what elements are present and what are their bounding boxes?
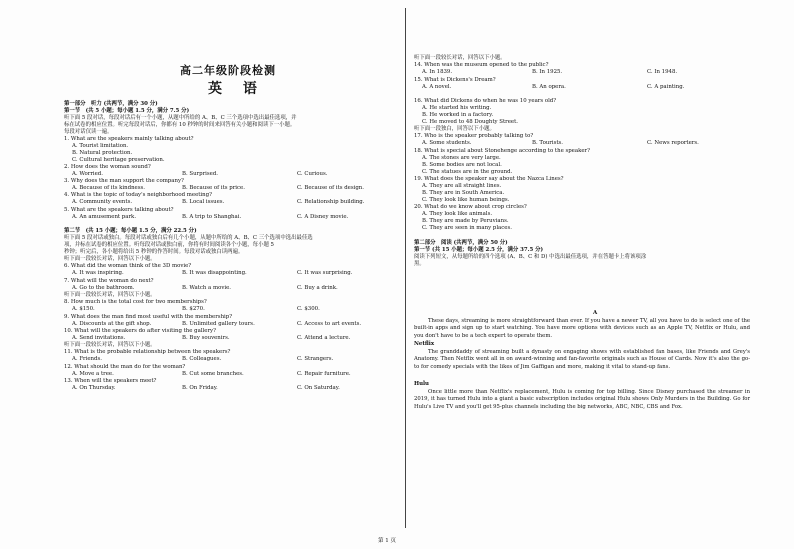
answer-option: A. Worried.: [72, 171, 103, 177]
text-line: A. The stones are very large.: [422, 155, 501, 161]
text-line: C. They are seen in many places.: [422, 225, 512, 231]
text-line: 9. What does the man find most useful with the membership?: [64, 314, 233, 320]
text-line: A. They are all straight lines.: [422, 183, 502, 189]
text-line: 听下面一段独白，回答以下小题。: [414, 126, 495, 132]
text-line: 第一节 (共 5 小题；每小题 1.5 分，满分 7.5 分): [64, 108, 190, 114]
answer-option: C. A Disney movie.: [297, 214, 349, 220]
answer-option: C. Buy a drink.: [297, 285, 338, 291]
answer-option: C. A painting.: [647, 84, 685, 90]
text-line: A. He started his writing.: [422, 105, 492, 111]
answer-option: B. $270.: [182, 306, 205, 312]
answer-option: B. Surprised.: [182, 171, 219, 177]
answer-option: B. On Friday.: [182, 385, 218, 391]
text-line: 第二节 (共 15 小题；每小题 1.5 分，满分 22.5 分): [64, 228, 197, 234]
text-line: 第二部分 阅读 (共两节，满分 50 分): [414, 240, 508, 246]
subject-title: 英 语: [208, 81, 265, 97]
answer-option: C. News reporters.: [647, 140, 699, 146]
answer-option: B. A trip to Shanghai.: [182, 214, 242, 220]
answer-option: A. Because of its kindness.: [72, 185, 145, 191]
text-line: 10. What will the speakers do after visiting the gallery?: [64, 328, 216, 334]
text-line: 12. What should the man do for the woman?: [64, 364, 186, 370]
text-line: B. They are in South America.: [422, 190, 505, 196]
answer-option: C. In 1948.: [647, 69, 678, 75]
answer-option: A. Move a tree.: [72, 371, 114, 377]
answer-option: C. Curious.: [297, 171, 328, 177]
answer-option: B. An opera.: [532, 84, 566, 90]
answer-option: C. Access to art events.: [297, 321, 362, 327]
text-line: B. Some bodies are not local.: [422, 162, 502, 168]
answer-option: B. Watch a movie.: [182, 285, 232, 291]
text-line: 5. What are the speakers talking about?: [64, 207, 174, 213]
exam-title: 高二年级阶段检测: [180, 64, 276, 77]
text-line: B. Natural protection.: [72, 150, 133, 156]
passage-paragraph-2: The granddaddy of streaming built a dynasty on engaging shows with established fan bases, like Friends and Grey's Anatomy. Then Netflix went all in on award-winning and fan-favorite originals such as House of Cards. Now it's also the go-to for comedy specials with the likes of Jim Gaffigan and more, making it vital to stand-up fans.: [414, 349, 750, 370]
answer-option: A. A novel.: [422, 84, 452, 90]
answer-option: A. An amusement park.: [72, 214, 137, 220]
answer-option: A. On Thursday.: [72, 385, 116, 391]
passage-heading-hulu: Hulu: [414, 381, 429, 387]
answer-option: A. In 1839.: [422, 69, 453, 75]
passage-paragraph-3: Once little more than Netflix's replacement, Hulu is coming for top billing. Since Disney purchased the streamer in 2019, it has turned Hulu into a giant a basic subscription includes original Hulu shows Only Murders in the Building. Go for Hulu's Live TV and you'll get 95-plus channels including the big networks, ABC, NBC, CBS and Fox.: [414, 389, 750, 410]
text-line: 3. Why does the man support the company?: [64, 178, 184, 184]
text-line: 第一部分 听力 (共两节，满分 30 分): [64, 101, 158, 107]
answer-option: C. Because of its design.: [297, 185, 364, 191]
text-line: 听下面一段较长对话，回答以下小题。: [64, 342, 156, 348]
answer-option: B. Because of its price.: [182, 185, 245, 191]
passage-label: A: [593, 310, 598, 316]
answer-option: A. Go to the bathroom.: [72, 285, 135, 291]
column-divider: [405, 8, 406, 528]
answer-option: B. Cut some branches.: [182, 371, 244, 377]
text-line: A. They look like animals.: [422, 211, 493, 217]
answer-option: A. Community events.: [72, 199, 133, 205]
text-line: 17. Who is the speaker probably talking to?: [414, 133, 534, 139]
text-line: 11. What is the probable relationship between the speakers?: [64, 349, 231, 355]
passage-paragraph-1: These days, streaming is more straightforward than ever. If you have a newer TV, all you have to do is select one of the built-in apps and sign up to start watching. You have more options with devices such as an Apple TV, Netflix or Hulu, and you don't have to be a tech expert to operate them.: [414, 318, 750, 339]
text-line: 项，并标在试卷的相应位置。听每段对话或独白前，你将有时间阅读各个小题，每小题 5: [64, 242, 274, 248]
answer-option: C. Strangers.: [297, 356, 334, 362]
answer-option: C. Repair furniture.: [297, 371, 351, 377]
answer-option: C. Relationship building.: [297, 199, 365, 205]
answer-option: A. Send invitations.: [72, 335, 126, 341]
text-line: 听下面一段较长对话，回答以下小题。: [64, 256, 156, 262]
text-line: C. Cultural heritage preservation.: [72, 157, 165, 163]
answer-option: B. Buy souvenirs.: [182, 335, 230, 341]
answer-option: C. On Saturday.: [297, 385, 340, 391]
text-line: 黑。: [414, 261, 425, 267]
text-line: A. Tourist limitation.: [72, 143, 129, 149]
text-line: C. He moved to 48 Doughty Street.: [422, 119, 519, 125]
text-line: 8. How much is the total cost for two memberships?: [64, 299, 207, 305]
answer-option: B. Tourists.: [532, 140, 563, 146]
text-line: 7. What will the woman do next?: [64, 278, 154, 284]
text-line: 20. What do we know about crop circles?: [414, 204, 527, 210]
answer-option: B. Local issues.: [182, 199, 225, 205]
answer-option: B. Colleagues.: [182, 356, 222, 362]
answer-option: B. It was disappointing.: [182, 270, 247, 276]
text-line: 听下面一段较长对话，回答以下小题。: [64, 292, 156, 298]
text-line: 阅读下列短文，从每题所给的四个选项 (A、B、C 和 D) 中选出最佳选项，并在答题卡上将该项涂: [414, 254, 647, 260]
text-line: 4. What is the topic of today's neighborhood meeting?: [64, 192, 212, 198]
text-line: C. They look like human beings.: [422, 197, 510, 203]
text-line: 16. What did Dickens do when he was 10 years old?: [414, 98, 557, 104]
answer-option: A. Discounts at the gift shop.: [72, 321, 152, 327]
text-line: 14. When was the museum opened to the public?: [414, 62, 549, 68]
text-line: 第一节 (共 15 小题；每小题 2.5 分，满分 37.5 分): [414, 247, 544, 253]
text-line: 15. What is Dickens's Dream?: [414, 77, 496, 83]
answer-option: A. Friends.: [72, 356, 102, 362]
answer-option: C. $300.: [297, 306, 320, 312]
text-line: 19. What does the speaker say about the Nazca Lines?: [414, 176, 564, 182]
answer-option: A. Some students.: [422, 140, 472, 146]
answer-option: C. Attend a lecture.: [297, 335, 351, 341]
text-line: C. The statues are in the ground.: [422, 169, 513, 175]
text-line: B. They are made by Peruvians.: [422, 218, 509, 224]
text-line: 秒钟；听完后，各小题将给出 5 秒钟的作答时间。每段对话或独白读两遍。: [64, 249, 244, 255]
text-line: 每段对话仅读一遍。: [64, 129, 113, 135]
text-line: 1. What are the speakers mainly talking about?: [64, 136, 194, 142]
text-line: 6. What did the woman think of the 3D movie?: [64, 263, 192, 269]
text-line: B. He worked in a factory.: [422, 112, 494, 118]
text-line: 13. When will the speakers meet?: [64, 378, 157, 384]
text-line: 听下面 5 段对话，每段对话后有一个小题，从题中所给的 A、B、C 三个选项中选出最佳选项，并: [64, 115, 297, 121]
answer-option: B. Unlimited gallery tours.: [182, 321, 255, 327]
answer-option: C. It was surprising.: [297, 270, 353, 276]
text-line: 标在试卷的相应位置。听完每段对话后，你都有 10 秒钟的时间来回答有关小题和阅读下一小题。: [64, 122, 296, 128]
text-line: 听下面一段较长对话，回答以下小题。: [414, 55, 506, 61]
text-line: 2. How does the woman sound?: [64, 164, 151, 170]
text-line: 18. What is special about Stonehenge according to the speaker?: [414, 148, 591, 154]
answer-option: B. In 1925.: [532, 69, 563, 75]
answer-option: A. It was inspiring.: [72, 270, 124, 276]
page-number: 第 1 页: [378, 538, 396, 544]
answer-option: A. $150.: [72, 306, 95, 312]
passage-heading-netflix: Netflix: [414, 341, 435, 347]
text-line: 听下面 5 段对话或独白。每段对话或独白后有几个小题，从题中所给的 A、B、C 三个选项中选出最佳选: [64, 235, 313, 241]
